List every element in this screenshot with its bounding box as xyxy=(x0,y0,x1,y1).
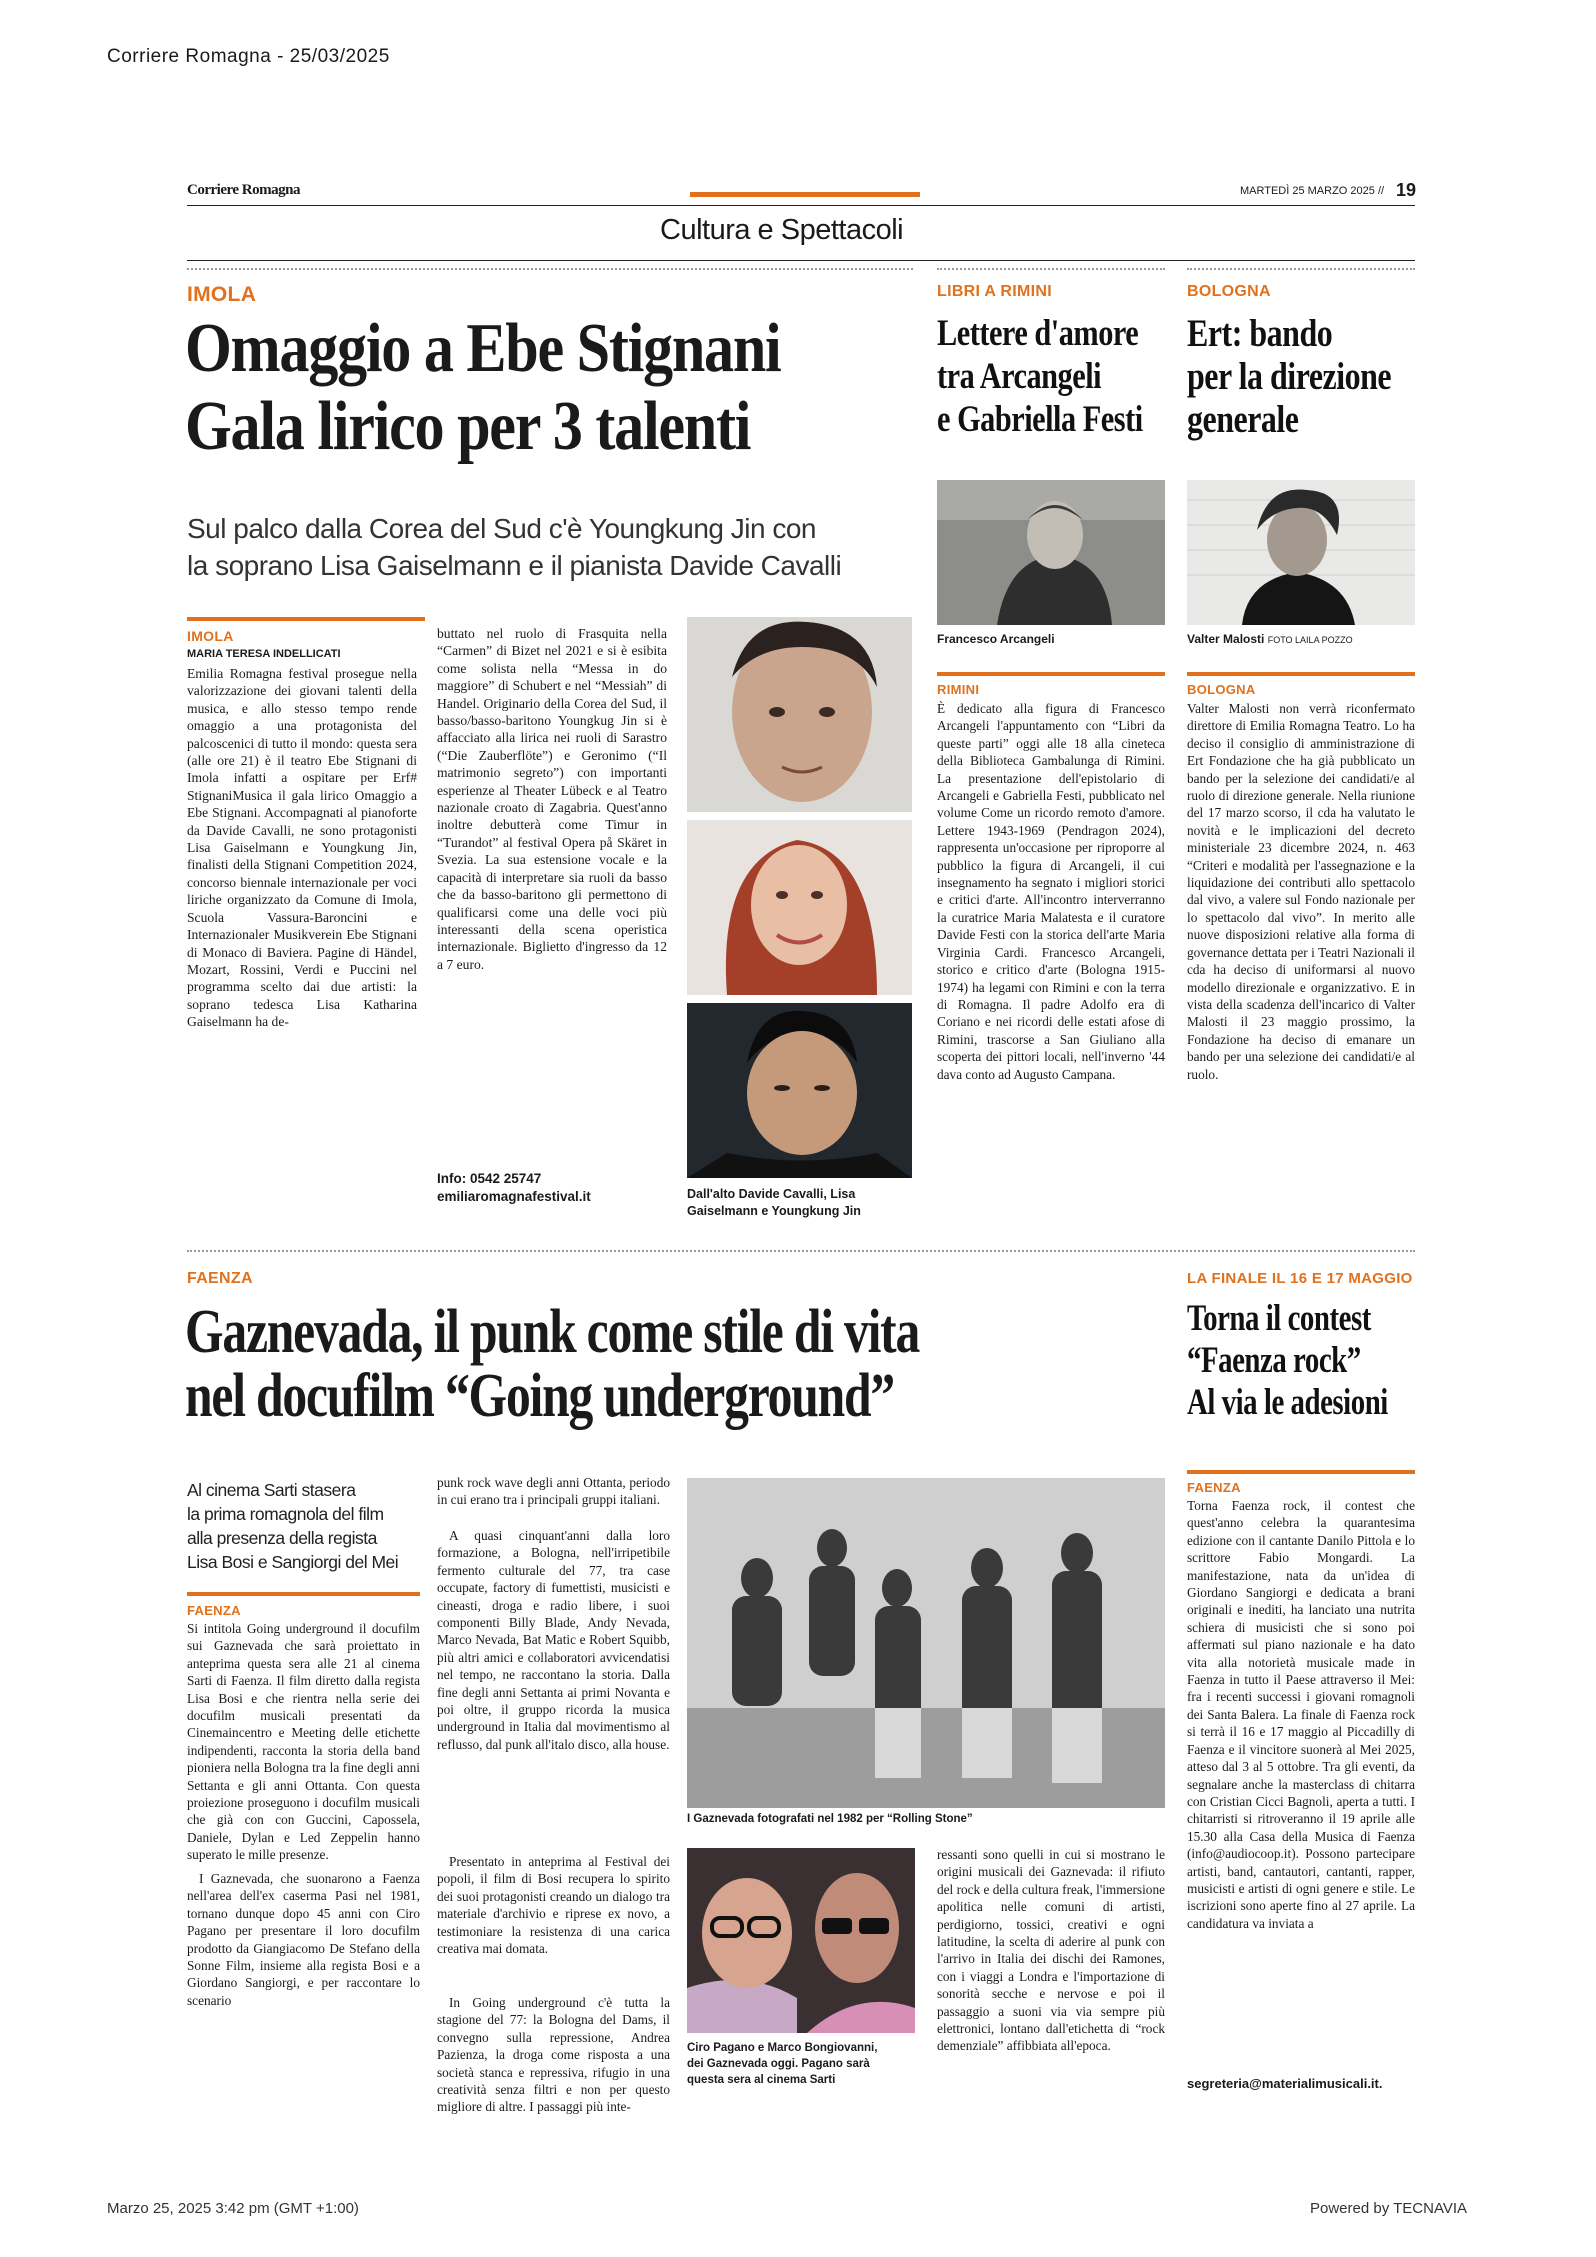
gaznevada-col1: Si intitola Going underground il docufilm sui Gaznevada che sarà proiettato in anteprima questa sera alle 21 al cinema Sarti di Faenza. Il film diretto dalla regista Lisa Bosi e che rientra nella serie dei docufilm musicali presentati da Cinemaincentro e Meeting delle etichette indipendenti, racconta la storia della band pioniera nella Bologna tra la fine degli anni Settanta e gli anni Ottanta. Con questa proiezione proseguono i docufilm musicali che già con con Guccini, Capossela, Daniele, Dylan e Led Zeppelin hanno superato le mille presenze. xyxy=(187,1621,420,1863)
caption-malosti: Valter Malosti FOTO LAILA POZZO xyxy=(1187,632,1353,646)
gaznevada-col2d: In Going underground c'è tutta la stagione del 77: la Bologna del Dams, il convegno sulla repressione, Andrea Pazienza, la droga come risposta a una società stanca e repressiva, rifugio in una creatività senza filtri e non per questo migliore di altre. I passaggi più inte- xyxy=(437,1995,670,2115)
section-rule xyxy=(187,260,1415,261)
masthead-accent-bar xyxy=(690,192,920,197)
ert-body: Valter Malosti non verrà riconfermato direttore di Emilia Romagna Teatro. Lo ha deciso il consiglio di amministrazione di Ert Fondazione che ha già pubblicato un bando per la selezione dei candidati/e al ruolo di direzione generale. Nella riunione del 17 marzo scorso, il cda ha valutato le novità e le implicazioni del decreto ministeriale 23 dicembre 2024, n. 463 “Criteri e modalità per l'assegnazione e la liquidazione dei contributi allo spettacolo dal vivo, a valere sul Fondo nazionale per lo spettacolo dal vivo”. In merito alle nuove disposizioni relative alla forma di governance dettata per i Teatri Nazionali il cda ha deciso di uniformarsi al nuovo modello direzionale e organizzativo. E in vista della scadenza dell'incarico di Valter Malosti il 23 maggio prossimo, la Fondazione ha deciso di emanare un bando per una selezione dei candidati/e al ruolo. xyxy=(1187,701,1415,1082)
photo-gaznevada-1982 xyxy=(687,1478,1165,1808)
masthead-rule xyxy=(187,205,1415,206)
photo-lisa-gaiselmann xyxy=(687,820,912,995)
info-phone: Info: 0542 25747 xyxy=(437,1171,542,1186)
pdf-header: Corriere Romagna - 25/03/2025 xyxy=(107,46,390,67)
footer-powered: Powered by TECNAVIA xyxy=(1310,2200,1468,2217)
ert-headline: Ert: bando per la direzione generale xyxy=(1187,312,1392,441)
gaznevada-col1b: I Gaznevada, che suonarono a Faenza nell'area dell'ex caserma Pasi nel 1981, tornano dunque dopo 45 anni con Ciro Pagano per presentare il loro docufilm prodotto da Giangiacomo De Stefano della Sonne Film, insieme alla regista Bosi e a Giordano Sangiorgi, e per raccontare lo scenario xyxy=(187,1871,420,2008)
gaznevada-col2b: A quasi cinquant'anni dalla loro formazione, a Bologna, nell'irripetibile fermento culturale del 77, tra case occupate, factory di fumettisti, musicisti e cineasti, droga e radio libere, i suoi componenti Billy Blade, Andy Nevada, Marco Nevada, Bat Matic e Robert Squibb, più altri amici e collaboratori avvicendatisi nel tempo, ne raccontano la storia. Dalla fine degli anni Settanta ai primi Novanta e poi oltre, il gruppo ricorda la musica underground in Italia dal movimentismo al reflusso, dal punk all'italo disco, alla house. xyxy=(437,1528,670,1752)
photo-youngkung-jin xyxy=(687,1003,912,1178)
photo-francesco-arcangeli xyxy=(937,480,1165,625)
photo-caption-main: Dall'alto Davide Cavalli, Lisa Gaiselmann e Youngkung Jin xyxy=(687,1187,861,1218)
kicker-bologna: BOLOGNA xyxy=(1187,283,1271,300)
place-faenza: FAENZA xyxy=(187,1603,241,1618)
kicker-faenza: FAENZA xyxy=(187,1270,253,1287)
place-imola: IMOLA xyxy=(187,628,234,644)
caption-gaznevada-1982: I Gaznevada fotografati nel 1982 per “Rolling Stone” xyxy=(687,1813,973,1825)
kicker-libri: LIBRI A RIMINI xyxy=(937,283,1053,300)
place-bologna: BOLOGNA xyxy=(1187,682,1256,697)
main-headline-line2: Gala lirico per 3 talenti xyxy=(185,388,751,465)
caption-arcangeli: Francesco Arcangeli xyxy=(937,632,1055,646)
gaznevada-col3: ressanti sono quelli in cui si mostrano le origini musicali dei Gaznevada: il rifiuto del rock e della cultura freak, l'immersione apolitica nelle comuni di artisti, perdigiorno, tossici, creativi e ogni latitudine, la scelta di aderire al punk con l'arrivo in Italia dei dischi dei Ramones, con i viaggi a Londra e l'importazione di sonorità secche e nervose e poi il passaggio a suoni via via sempre più elettronici, lontano dall'etichetta di “rock demenziale” affibbiata all'epoca. xyxy=(937,1847,1165,2054)
byline: MARIA TERESA INDELLICATI xyxy=(187,648,341,660)
footer-timestamp: Marzo 25, 2025 3:42 pm (GMT +1:00) xyxy=(107,2200,359,2217)
faenza-rock-body: Torna Faenza rock, il contest che quest'anno celebra la quarantesima edizione con il cantante Danilo Pittola e lo scrittore Fabio Mongardi. La manifestazione, nata da un'idea di Giordano Sangiorgi e dedicata a brani originali e inediti, ha lanciato una nutrita schiera di musicisti che si sono poi affermati sul piano nazionale e ha dato vita alla notorietà musicale made in Faenza in tutto il Paese attraverso il Mei: fra i recenti successi i giovani romagnoli dei Santa Balera. La finale di Faenza rock si terrà il 16 e 17 maggio al Piccadilly di Faenza e il vincitore suonerà al Mei 2025, atteso dal 3 al 5 ottobre. Tra gli eventi, da segnalare anche la masterclass di chitarra con Cristian Cicci Bagnoli, aperta a tutti. I chitarristi si ritroveranno il 19 aprile alle 15.30 alla Casa della Musica di Faenza (info@audiocoop.it). Possono partecipare artisti, band, cantautori, cantanti, rapper, musicisti e artisti di ogni genere e stile. Le iscrizioni sono aperte fino al 27 aprile. La candidatura va inviata a xyxy=(1187,1498,1415,1931)
gaznevada-summary: Al cinema Sarti stasera la prima romagnola del film alla presenza della regista Lisa Bosi e Sangiorgi del Mei xyxy=(187,1480,399,1572)
libri-headline: Lettere d'amore tra Arcangeli e Gabriella Festi xyxy=(937,313,1143,440)
column-divider xyxy=(187,268,913,270)
photo-valter-malosti xyxy=(1187,480,1415,625)
kicker-finale: LA FINALE IL 16 E 17 MAGGIO xyxy=(1187,1270,1413,1287)
faenza-rock-headline: Torna il contest “Faenza rock” Al via le adesioni xyxy=(1187,1298,1388,1423)
photo-pagano-bongiovanni xyxy=(687,1848,915,2033)
accent-bar xyxy=(187,617,425,621)
accent-bar xyxy=(1187,672,1415,676)
main-headline xyxy=(185,310,821,466)
caption-pagano-bongiovanni: Ciro Pagano e Marco Bongiovanni, dei Gaznevada oggi. Pagano sarà questa sera al cinema Sarti xyxy=(687,2042,878,2086)
column-divider xyxy=(1187,268,1415,270)
accent-bar xyxy=(187,1592,420,1596)
gaznevada-col2c: Presentato in anteprima al Festival dei popoli, il film di Bosi recupera lo spirito dei suoi protagonisti creando un dialogo tra materiale d'archivio e riprese ex novo, a testimoniare la resistenza di una carica creativa mai domata. xyxy=(437,1854,670,1957)
photo-davide-cavalli xyxy=(687,617,912,812)
accent-bar xyxy=(937,672,1165,676)
masthead-logo: Corriere Romagna xyxy=(187,182,300,198)
info-site[interactable]: emiliaromagnafestival.it xyxy=(437,1189,591,1204)
column-divider xyxy=(937,268,1165,270)
main-col1: Emilia Romagna festival prosegue nella valorizzazione dei giovani talenti della musica, e allo stesso tempo rende omaggio a una protagonista del palcoscenici di tutto il mondo: questa sera (alle ore 21) è il teatro Ebe Stignani di Imola infatti a ospitare per Erf# StignaniMusica il gala lirico Omaggio a Ebe Stignani. Accompagnati al pianoforte da Davide Cavalli, ne sono protagonisti Lisa Gaiselmann e Youngkung Jin, finalisti della Stignani Competition 2024, concorso biennale internazionale per voci liriche organizzato da Comune di Imola, Scuola Vassura-Baroncini e Internazionaler Musikverein Ebe Stignani di Monaco di Baviera. Pagine di Händel, Mozart, Rossini, Verdi e Puccini nel programma scelto dai due artisti: la soprano tedesca Lisa Katharina Gaiselmann ha de- xyxy=(187,666,417,1030)
gaznevada-col2: punk rock wave degli anni Ottanta, periodo in cui erano tra i principali gruppi italiani. xyxy=(437,1475,670,1508)
main-col2: buttato nel ruolo di Frasquita nella “Carmen” di Bizet nel 2021 e si è esibita come solista nella “Messa in do maggiore” di Schubert e nel “Messiah” di Handel. Originario della Corea del Sud, il basso/basso-baritono Youngkug Jin si è affacciato alla lirica nei ruoli di Sarastro (“Die Zauberflöte”) e Geronimo (“Il matrimonio segreto”) con importanti esperienze al Theater Lübeck e al Teatro nazionale croato di Zagabria. Quest'anno inoltre debutterà come Timur in “Turandot” al festival Opera på Skäret in Svezia. La sua estensione vocale e la capacità di interpretare sia ruoli da basso che da basso-baritono gli permettono di qualificarsi come una delle voci più interessanti della scena operistica internazionale. Biglietto d'ingresso da 12 a 7 euro. xyxy=(437,626,667,972)
page-number: 19 xyxy=(1396,180,1417,200)
place-faenza-rock: FAENZA xyxy=(1187,1480,1241,1495)
kicker-imola: IMOLA xyxy=(187,283,257,306)
main-summary: Sul palco dalla Corea del Sud c'è Youngkung Jin con la soprano Lisa Gaiselmann e il pianista Davide Cavalli xyxy=(187,513,842,581)
main-info xyxy=(437,1170,591,1206)
section-title: Cultura e Spettacoli xyxy=(660,214,904,246)
libri-body: È dedicato alla figura di Francesco Arcangeli l'appuntamento con “Libri da queste parti” oggi alle 18 alla cineteca della Biblioteca Gambalunga di Rimini. La presentazione dell'epistolario di Arcangeli e Gabriella Festi, pubblicato nel volume Come un ricordo remoto d'amore. Lettere 1943-1969 (Pendragon 2024), rappresenta un'occasione per riproporre al pubblico la figura di Arcangeli, il cui insegnamento ha segnato i migliori storici e critici d'arte. All'incontro interverranno la curatrice Maria Malatesta e il curatore Davide Festi con la storica dell'arte Maria Virginia Cardi. Francesco Arcangeli, storico e critico d'arte (Bologna 1915-1974) ha legami con Rimini e con la terra di Romagna. Il padre Adolfo era di Coriano e nei ricordi delle estati afose di Rimini, trascorse a San Giuliano alla scoperta dei pittori locali, nell'inverno '44 dava conto ad Augusto Campana. xyxy=(937,701,1165,1082)
place-rimini: RIMINI xyxy=(937,682,980,697)
masthead-date: MARTEDÌ 25 MARZO 2025 // xyxy=(1240,185,1385,197)
accent-bar xyxy=(1187,1470,1415,1474)
faenza-rock-email[interactable]: segreteria@materialimusicali.it. xyxy=(1187,2076,1383,2091)
gaznevada-headline: Gaznevada, il punk come stile di vita nel docufilm “Going underground” xyxy=(185,1298,920,1430)
main-headline-line1: Omaggio a Ebe Stignani xyxy=(185,310,781,387)
section-divider xyxy=(187,1250,1415,1252)
